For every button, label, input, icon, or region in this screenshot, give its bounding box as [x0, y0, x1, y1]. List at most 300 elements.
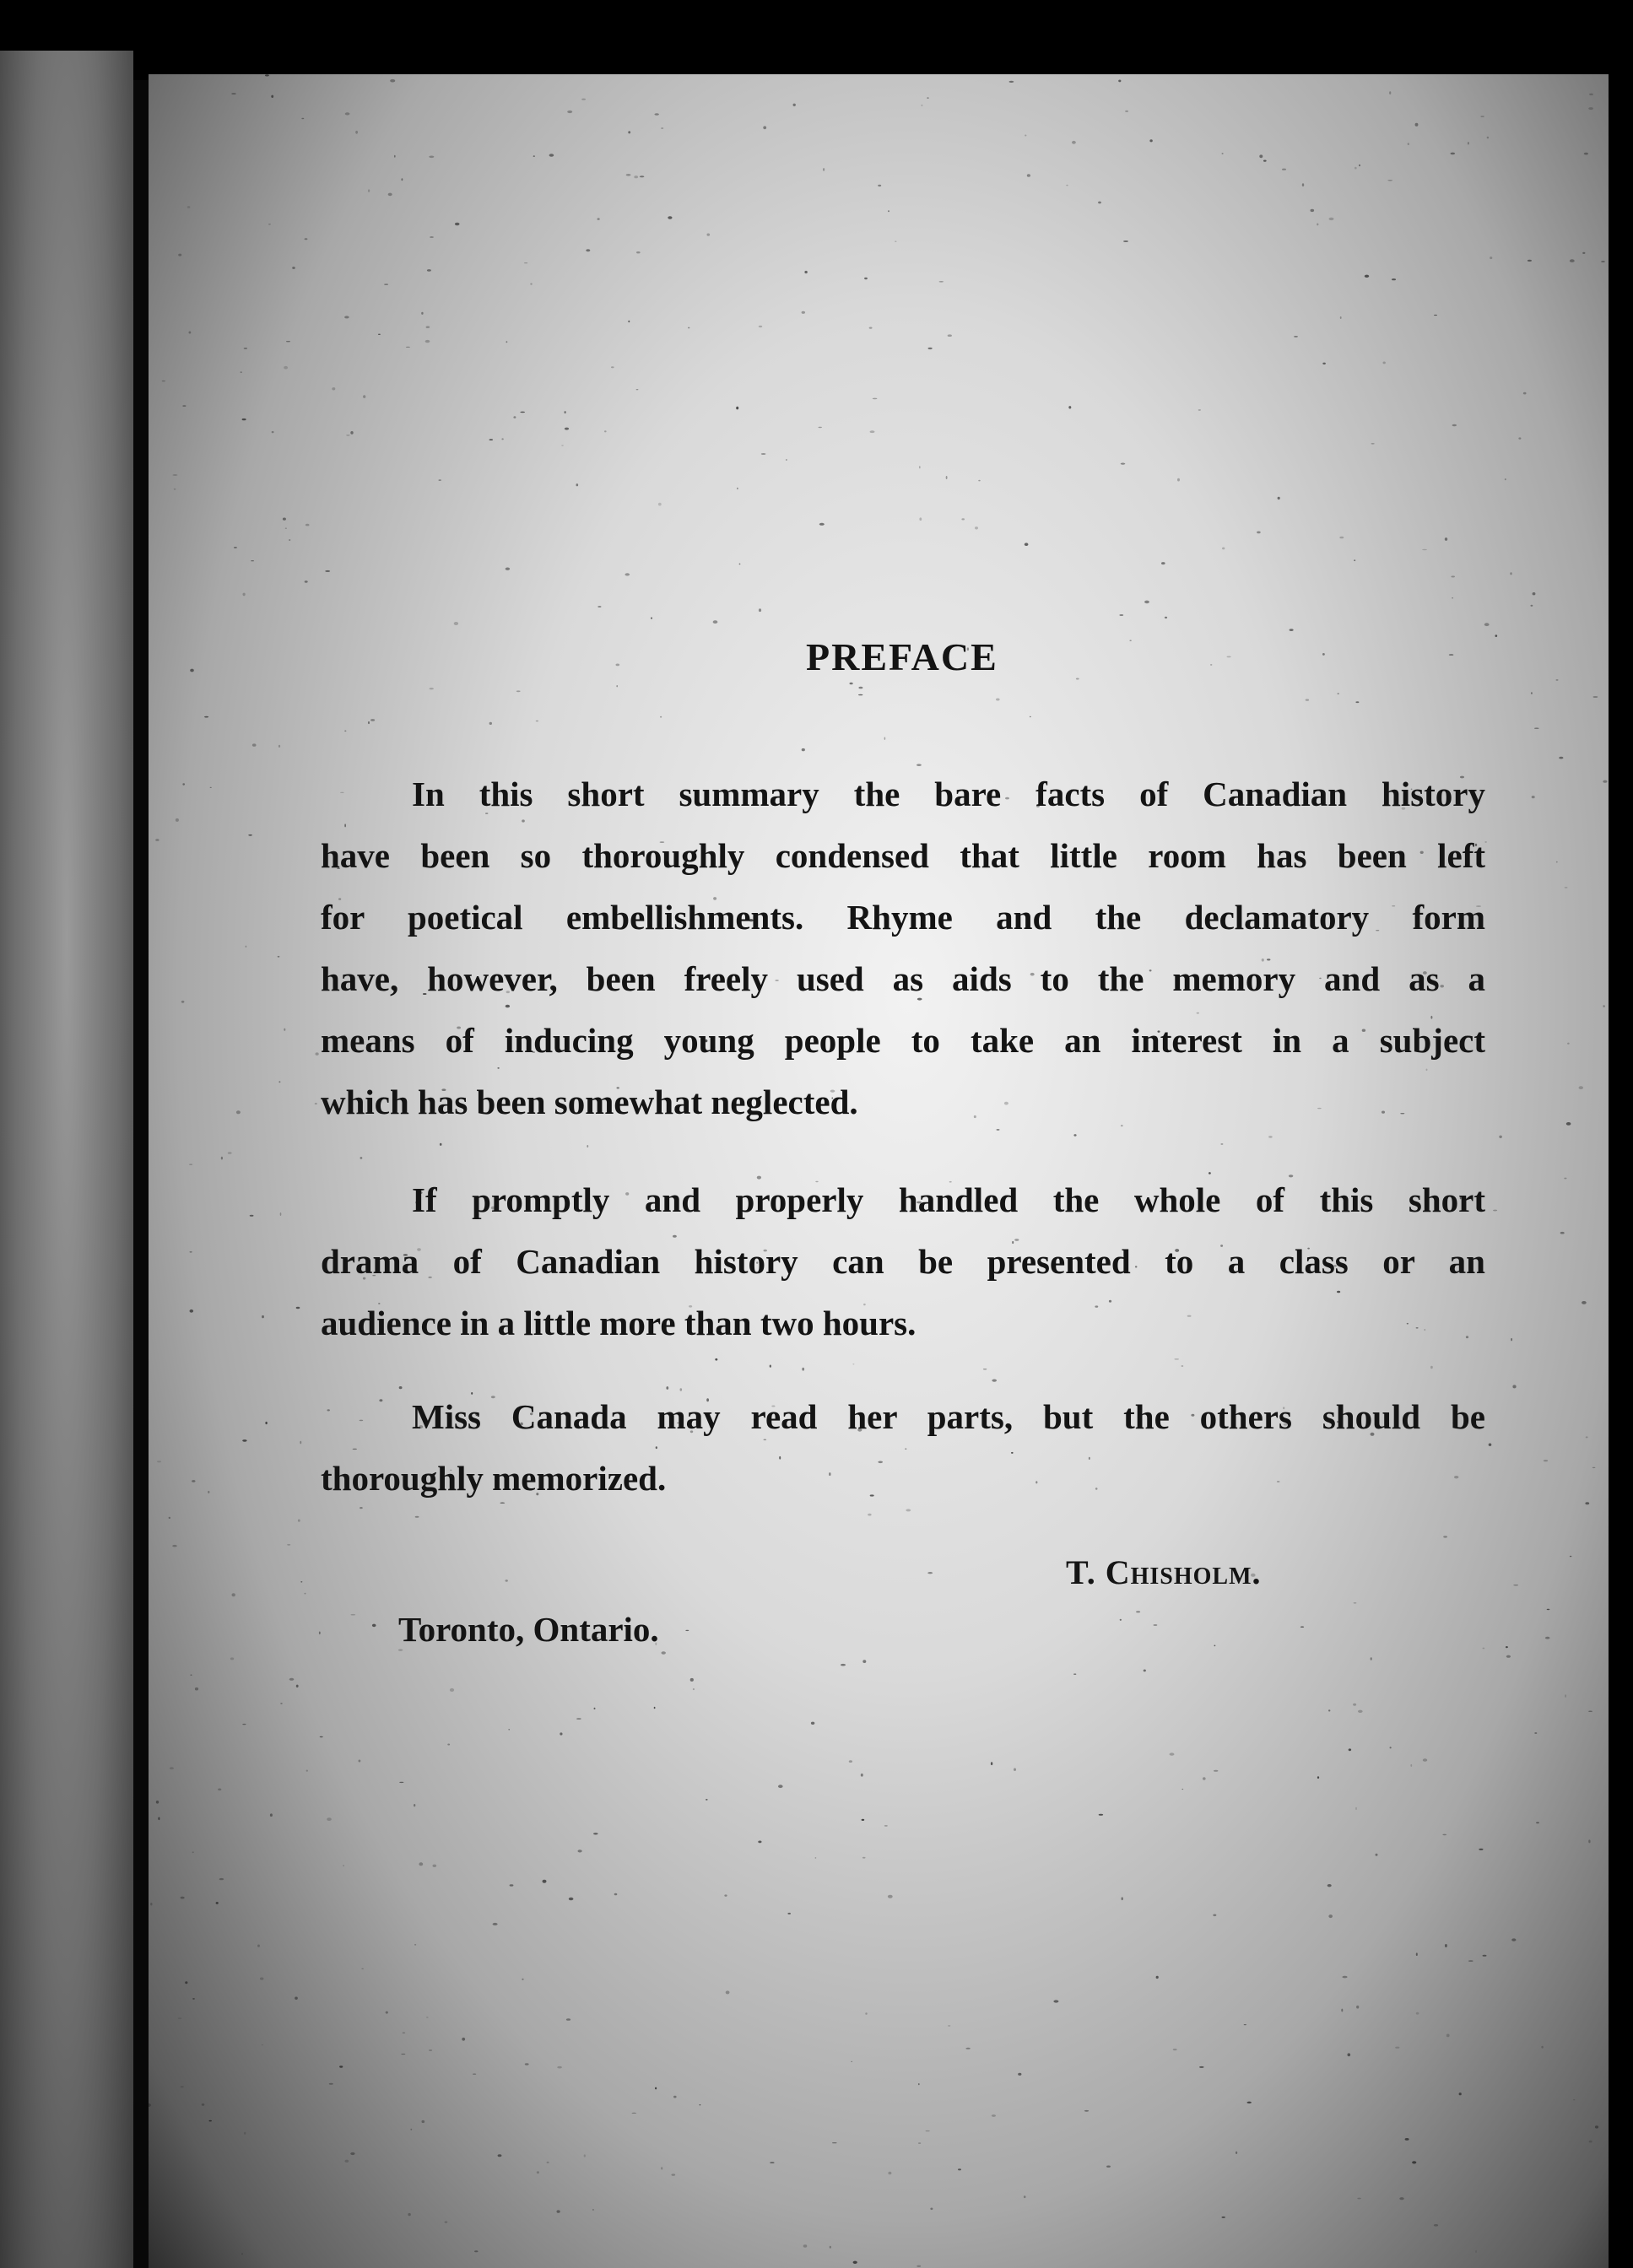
paper-speckle	[1099, 1814, 1103, 1816]
paper-speckle	[884, 1825, 888, 1827]
paper-speckle	[522, 1979, 523, 1980]
paper-speckle	[1165, 617, 1167, 618]
paper-speckle	[1531, 692, 1533, 694]
paper-speckle	[1589, 94, 1593, 95]
paper-speckle	[870, 1494, 874, 1496]
paper-speckle	[287, 1544, 290, 1546]
paper-speckle	[345, 112, 350, 115]
paper-speckle	[547, 2162, 549, 2163]
paper-speckle	[1410, 1764, 1412, 1767]
paper-speckle	[530, 283, 532, 284]
paper-speckle	[958, 2168, 961, 2170]
paper-speckle	[802, 1368, 804, 1371]
paper-speckle	[706, 1799, 708, 1801]
paper-speckle	[158, 1817, 160, 1821]
paper-speckle	[1484, 623, 1490, 626]
paper-speckle	[1506, 1646, 1508, 1648]
paper-speckle	[1443, 1536, 1447, 1537]
paper-speckle	[210, 787, 212, 788]
paper-speckle	[1588, 1839, 1590, 1843]
paper-speckle	[1601, 261, 1605, 262]
paper-speckle	[786, 459, 787, 460]
paper-speckle	[869, 327, 873, 329]
paper-speckle	[1564, 1178, 1566, 1180]
paper-speckle	[192, 1851, 194, 1853]
paper-speckle	[1209, 1172, 1211, 1174]
paper-speckle	[181, 1001, 185, 1003]
paper-speckle	[1095, 1488, 1098, 1490]
paper-speckle	[1095, 1305, 1098, 1307]
paper-speckle	[216, 1902, 219, 1904]
paper-speckle	[849, 1760, 852, 1763]
paper-speckle	[278, 745, 280, 748]
paper-speckle	[408, 2213, 410, 2216]
paper-speckle	[178, 2017, 182, 2019]
paper-speckle	[506, 1580, 508, 1582]
paper-speckle	[1376, 1854, 1378, 1856]
paper-speckle	[1322, 363, 1326, 364]
paper-speckle	[604, 430, 607, 432]
paper-speckle	[1560, 1232, 1565, 1234]
paper-speckle	[906, 1509, 911, 1511]
paper-speckle	[1177, 478, 1180, 482]
paper-speckle	[927, 1572, 933, 1574]
paper-speckle	[1559, 757, 1563, 759]
paper-speckle	[905, 1448, 906, 1450]
paper-speckle	[325, 570, 330, 572]
paper-speckle	[1383, 362, 1386, 364]
paper-speckle	[592, 2209, 594, 2210]
paper-speckle	[189, 332, 192, 334]
paper-speckle	[1027, 174, 1030, 177]
paper-speckle	[489, 439, 494, 440]
paper-speckle	[189, 1164, 192, 1165]
paper-speckle	[1317, 224, 1318, 226]
paper-speckle	[243, 593, 246, 597]
paper-speckle	[156, 1801, 159, 1804]
paper-speckle	[295, 1997, 298, 2000]
place-line: Toronto, Ontario.	[398, 1610, 659, 1649]
paper-speckle	[1592, 1467, 1596, 1468]
paper-speckle	[1337, 693, 1339, 694]
paper-speckle	[430, 688, 434, 689]
paper-speckle	[306, 524, 310, 526]
paper-speckle	[513, 416, 516, 418]
paper-speckle	[1565, 1694, 1566, 1698]
paper-speckle	[1311, 209, 1315, 212]
paper-speckle	[616, 664, 620, 667]
paper-speckle	[640, 176, 645, 177]
paper-speckle	[368, 721, 370, 724]
paper-speckle	[566, 2018, 570, 2021]
paper-speckle	[1302, 183, 1304, 186]
paper-speckle	[1434, 2224, 1438, 2227]
paper-speckle	[230, 1657, 234, 1660]
paper-speckle	[841, 1664, 846, 1666]
paper-speckle	[251, 560, 254, 561]
paper-speckle	[1511, 1338, 1512, 1341]
paper-speckle	[231, 93, 235, 94]
paper-speckle	[930, 2208, 933, 2211]
paper-speckle	[172, 474, 177, 475]
paper-speckle	[1121, 463, 1126, 465]
paper-speckle	[1451, 153, 1456, 155]
paper-speckle	[578, 1850, 582, 1852]
paper-speckle	[1518, 437, 1521, 439]
paper-speckle	[1210, 664, 1212, 666]
paper-speckle	[888, 1895, 893, 1898]
paper-speckle	[815, 1857, 817, 1859]
paper-speckle	[1586, 1436, 1588, 1438]
paper-speckle	[305, 1593, 306, 1595]
paper-speckle	[250, 1215, 254, 1217]
paper-speckle	[1483, 1648, 1485, 1650]
paper-speckle	[1426, 1069, 1428, 1072]
paper-speckle	[386, 2012, 388, 2014]
paper-speckle	[804, 271, 807, 273]
paper-speckle	[343, 1865, 344, 1866]
paper-speckle	[360, 1420, 364, 1422]
paper-speckle	[713, 620, 718, 624]
paper-speckle	[410, 2129, 412, 2130]
paragraph-2-line-3: audience in a little more than two hours.	[321, 1304, 917, 1342]
paper-speckle	[149, 2103, 151, 2107]
paper-speckle	[656, 1446, 657, 1449]
paper-speckle	[1534, 1732, 1537, 1734]
paper-speckle	[1144, 601, 1149, 604]
paper-speckle	[1512, 1385, 1516, 1388]
paper-speckle	[1389, 91, 1391, 94]
paper-speckle	[693, 1688, 695, 1690]
paper-speckle	[736, 407, 738, 410]
paper-speckle	[1408, 143, 1409, 145]
paper-speckle	[296, 1307, 300, 1309]
paper-speckle	[402, 178, 403, 181]
paper-speckle	[454, 622, 458, 625]
paper-speckle	[1505, 478, 1506, 480]
paper-speckle	[1340, 316, 1342, 319]
paper-speckle	[965, 2048, 971, 2049]
paper-speckle	[430, 236, 434, 238]
paper-speckle	[520, 412, 525, 413]
paper-speckle	[1412, 2161, 1416, 2163]
paper-speckle	[429, 156, 434, 159]
paper-speckle	[1588, 107, 1593, 110]
paper-speckle	[298, 1520, 300, 1522]
paper-speckle	[1400, 1113, 1404, 1114]
paper-speckle	[1487, 137, 1489, 139]
paper-speckle	[462, 2038, 465, 2041]
paper-speckle	[219, 1878, 224, 1880]
paper-speckle	[1579, 1086, 1583, 1089]
paper-speckle	[190, 669, 194, 672]
paper-speckle	[1289, 1174, 1293, 1177]
paper-speckle	[278, 956, 280, 958]
paper-speckle	[399, 1386, 403, 1389]
paper-speckle	[1556, 679, 1559, 681]
paper-speckle	[819, 523, 825, 526]
paper-speckle	[176, 818, 179, 822]
paper-speckle	[506, 568, 510, 570]
paper-speckle	[384, 284, 388, 285]
paragraph-1-line-1: In this short summary the bare facts of Canadian history	[412, 775, 1485, 813]
paper-speckle	[1337, 1291, 1340, 1293]
paper-speckle	[1354, 559, 1355, 561]
paper-speckle	[351, 1614, 356, 1616]
paper-speckle	[332, 387, 335, 390]
paper-speckle	[455, 223, 460, 225]
paper-speckle	[625, 573, 630, 575]
paper-speckle	[232, 1593, 235, 1596]
paper-speckle	[1371, 443, 1375, 445]
paper-speckle	[1300, 1626, 1304, 1628]
paper-speckle	[181, 2086, 184, 2087]
paper-speckle	[672, 2174, 676, 2175]
paper-speckle	[429, 2049, 432, 2050]
paper-speckle	[1416, 1952, 1418, 1956]
paper-speckle	[1170, 1752, 1175, 1755]
paper-speckle	[811, 1722, 814, 1725]
paper-speckle	[260, 1978, 263, 1980]
paper-speckle	[1454, 1476, 1458, 1478]
paper-speckle	[787, 1913, 791, 1914]
paper-speckle	[1355, 1807, 1357, 1810]
paper-speckle	[1536, 1822, 1539, 1823]
paper-speckle	[192, 1998, 195, 2000]
paper-speckle	[763, 126, 766, 129]
paper-speckle	[185, 1981, 187, 1984]
paper-speckle	[996, 699, 1000, 701]
paragraph-3-line-1: Miss Canada may read her parts, but the others should be	[412, 1397, 1485, 1436]
paper-speckle	[1084, 2110, 1089, 2112]
paper-speckle	[262, 2044, 263, 2045]
paper-speckle	[922, 105, 923, 106]
paper-speckle	[662, 1651, 666, 1654]
paper-speckle	[1405, 2138, 1409, 2141]
paper-speckle	[1416, 2012, 1419, 2015]
paper-speckle	[685, 1630, 689, 1631]
paper-speckle	[759, 326, 762, 327]
paper-speckle	[673, 1235, 677, 1238]
paper-speckle	[516, 690, 521, 692]
paper-speckle	[1459, 2092, 1462, 2095]
paper-speckle	[948, 2025, 950, 2026]
paper-speckle	[1534, 727, 1539, 729]
paper-speckle	[246, 946, 247, 948]
paper-speckle	[1257, 532, 1261, 534]
paper-speckle	[1475, 2250, 1477, 2253]
paper-speckle	[421, 312, 423, 315]
paper-speckle	[182, 783, 185, 785]
paper-speckle	[300, 1441, 301, 1444]
paper-speckle	[1227, 656, 1231, 658]
paper-speckle	[666, 1386, 668, 1390]
paper-speckle	[598, 606, 601, 608]
paper-speckle	[1570, 259, 1575, 262]
paper-speckle	[360, 1157, 363, 1159]
paper-speckle	[319, 1632, 321, 1635]
paper-speckle	[433, 1865, 437, 1867]
paper-speckle	[286, 341, 290, 342]
paper-speckle	[1489, 1444, 1492, 1446]
paper-speckle	[802, 311, 805, 314]
paper-speckle	[1390, 1747, 1392, 1748]
paper-speckle	[244, 348, 247, 349]
paper-speckle	[1528, 260, 1532, 262]
paper-speckle	[355, 131, 358, 134]
paper-speckle	[300, 1581, 302, 1583]
paper-speckle	[1120, 1619, 1122, 1621]
paper-speckle	[864, 278, 868, 279]
paper-speckle	[673, 2096, 677, 2098]
paper-speckle	[202, 2103, 205, 2106]
paper-speckle	[1547, 1609, 1550, 1610]
paper-speckle	[997, 1129, 1000, 1131]
paper-speckle	[285, 528, 287, 529]
paper-speckle	[1327, 1884, 1332, 1887]
paper-speckle	[403, 2033, 406, 2034]
paper-speckle	[350, 2152, 354, 2155]
paper-speckle	[493, 1923, 498, 1925]
paper-speckle	[1387, 180, 1392, 181]
paper-speckle	[700, 2104, 701, 2105]
paper-speckle	[1593, 696, 1598, 698]
paper-speckle	[315, 1103, 317, 1104]
paper-speckle	[1356, 2006, 1359, 2009]
paper-speckle	[853, 2261, 857, 2264]
paper-speckle	[363, 395, 365, 398]
paper-speckle	[926, 2130, 930, 2131]
paper-speckle	[690, 1678, 694, 1682]
paper-speckle	[1282, 169, 1286, 170]
paper-speckle	[974, 1115, 976, 1118]
paper-speckle	[737, 488, 738, 489]
paper-speckle	[1278, 497, 1280, 500]
paper-speckle	[851, 2061, 852, 2062]
paper-speckle	[284, 366, 288, 370]
paper-speckle	[1123, 240, 1128, 242]
paper-speckle	[1294, 336, 1298, 338]
paper-speckle	[1197, 1012, 1199, 1014]
paper-speckle	[1259, 154, 1263, 158]
paper-speckle	[1156, 1976, 1159, 1979]
paper-speckle	[1349, 1748, 1351, 1751]
paper-speckle	[301, 118, 304, 119]
paper-speckle	[241, 2253, 243, 2254]
paper-speckle	[918, 2142, 921, 2143]
paper-speckle	[289, 539, 290, 541]
paper-speckle	[190, 1251, 192, 1253]
paper-speckle	[1585, 1502, 1589, 1504]
paper-speckle	[739, 564, 741, 565]
paper-speckle	[917, 764, 922, 766]
paper-speckle	[1359, 165, 1360, 166]
paper-speckle	[394, 155, 396, 158]
paper-speckle	[724, 1894, 727, 1896]
paper-speckle	[1149, 139, 1152, 142]
paper-speckle	[414, 1944, 416, 1945]
paper-speckle	[388, 193, 392, 197]
paper-speckle	[157, 1461, 161, 1462]
paper-speckle	[1066, 185, 1068, 186]
paper-speckle	[576, 1718, 581, 1719]
paper-speckle	[427, 269, 431, 272]
paper-speckle	[257, 1945, 260, 1947]
paragraph-2-line-2: drama of Canadian history can be presented to a class or an	[321, 1242, 1485, 1281]
paper-speckle	[1122, 1897, 1123, 1900]
paper-speckle	[594, 1708, 596, 1709]
paper-speckle	[829, 1472, 831, 1476]
paper-speckle	[1531, 605, 1533, 607]
paper-speckle	[399, 1782, 403, 1783]
paper-speckle	[1025, 135, 1026, 137]
paper-speckle	[284, 1029, 285, 1031]
paragraph-1-line-4: have, however, been freely used as aids to the memory and as a	[321, 959, 1485, 998]
paper-speckle	[501, 438, 503, 440]
paper-speckle	[1423, 1758, 1427, 1762]
paper-speckle	[939, 281, 944, 283]
paper-speckle	[1523, 392, 1527, 395]
paper-speckle	[850, 683, 853, 685]
paper-speckle	[1495, 634, 1498, 637]
paper-speckle	[1425, 1329, 1426, 1331]
paper-speckle	[757, 1176, 761, 1180]
paper-speckle	[593, 1833, 598, 1834]
paper-speckle	[1468, 1960, 1473, 1962]
paper-speckle	[1317, 1776, 1319, 1779]
paper-speckle	[181, 1897, 185, 1899]
binding-gutter	[133, 80, 149, 2268]
paper-speckle	[888, 2172, 891, 2175]
paper-speckle	[1445, 537, 1447, 541]
paper-speckle	[992, 1380, 997, 1382]
paper-speckle	[1532, 796, 1535, 798]
paper-speckle	[350, 431, 353, 435]
paper-speckle	[1365, 275, 1369, 278]
paper-speckle	[1358, 1710, 1363, 1713]
paper-speckle	[344, 316, 349, 318]
paper-speckle	[1589, 2141, 1592, 2143]
paper-speckle	[830, 2246, 831, 2249]
paper-speckle	[862, 1819, 865, 1821]
paper-speckle	[1236, 2152, 1237, 2154]
paper-speckle	[228, 1152, 232, 1154]
paper-speckle	[598, 218, 600, 220]
paper-speckle	[344, 824, 346, 827]
paper-speckle	[450, 1688, 454, 1692]
paper-speckle	[1582, 252, 1585, 254]
paper-speckle	[560, 1732, 562, 1735]
paper-speckle	[1035, 1481, 1037, 1483]
paper-speckle	[561, 445, 564, 446]
paper-speckle	[208, 1491, 209, 1493]
paper-speckle	[802, 748, 805, 751]
paper-speckle	[631, 2113, 636, 2114]
paper-speckle	[636, 251, 641, 253]
paper-speckle	[759, 608, 761, 612]
paper-speckle	[1214, 1770, 1218, 1772]
paper-speckle	[1098, 202, 1101, 204]
paper-speckle	[1181, 1789, 1183, 1790]
paper-speckle	[569, 1898, 574, 1901]
paper-speckle	[975, 526, 978, 529]
paper-speckle	[440, 1143, 442, 1146]
paper-speckle	[680, 1388, 683, 1390]
paper-speckle	[1468, 142, 1469, 144]
paper-speckle	[862, 1660, 866, 1663]
paper-speckle	[927, 97, 928, 99]
paper-speckle	[1203, 1777, 1206, 1780]
